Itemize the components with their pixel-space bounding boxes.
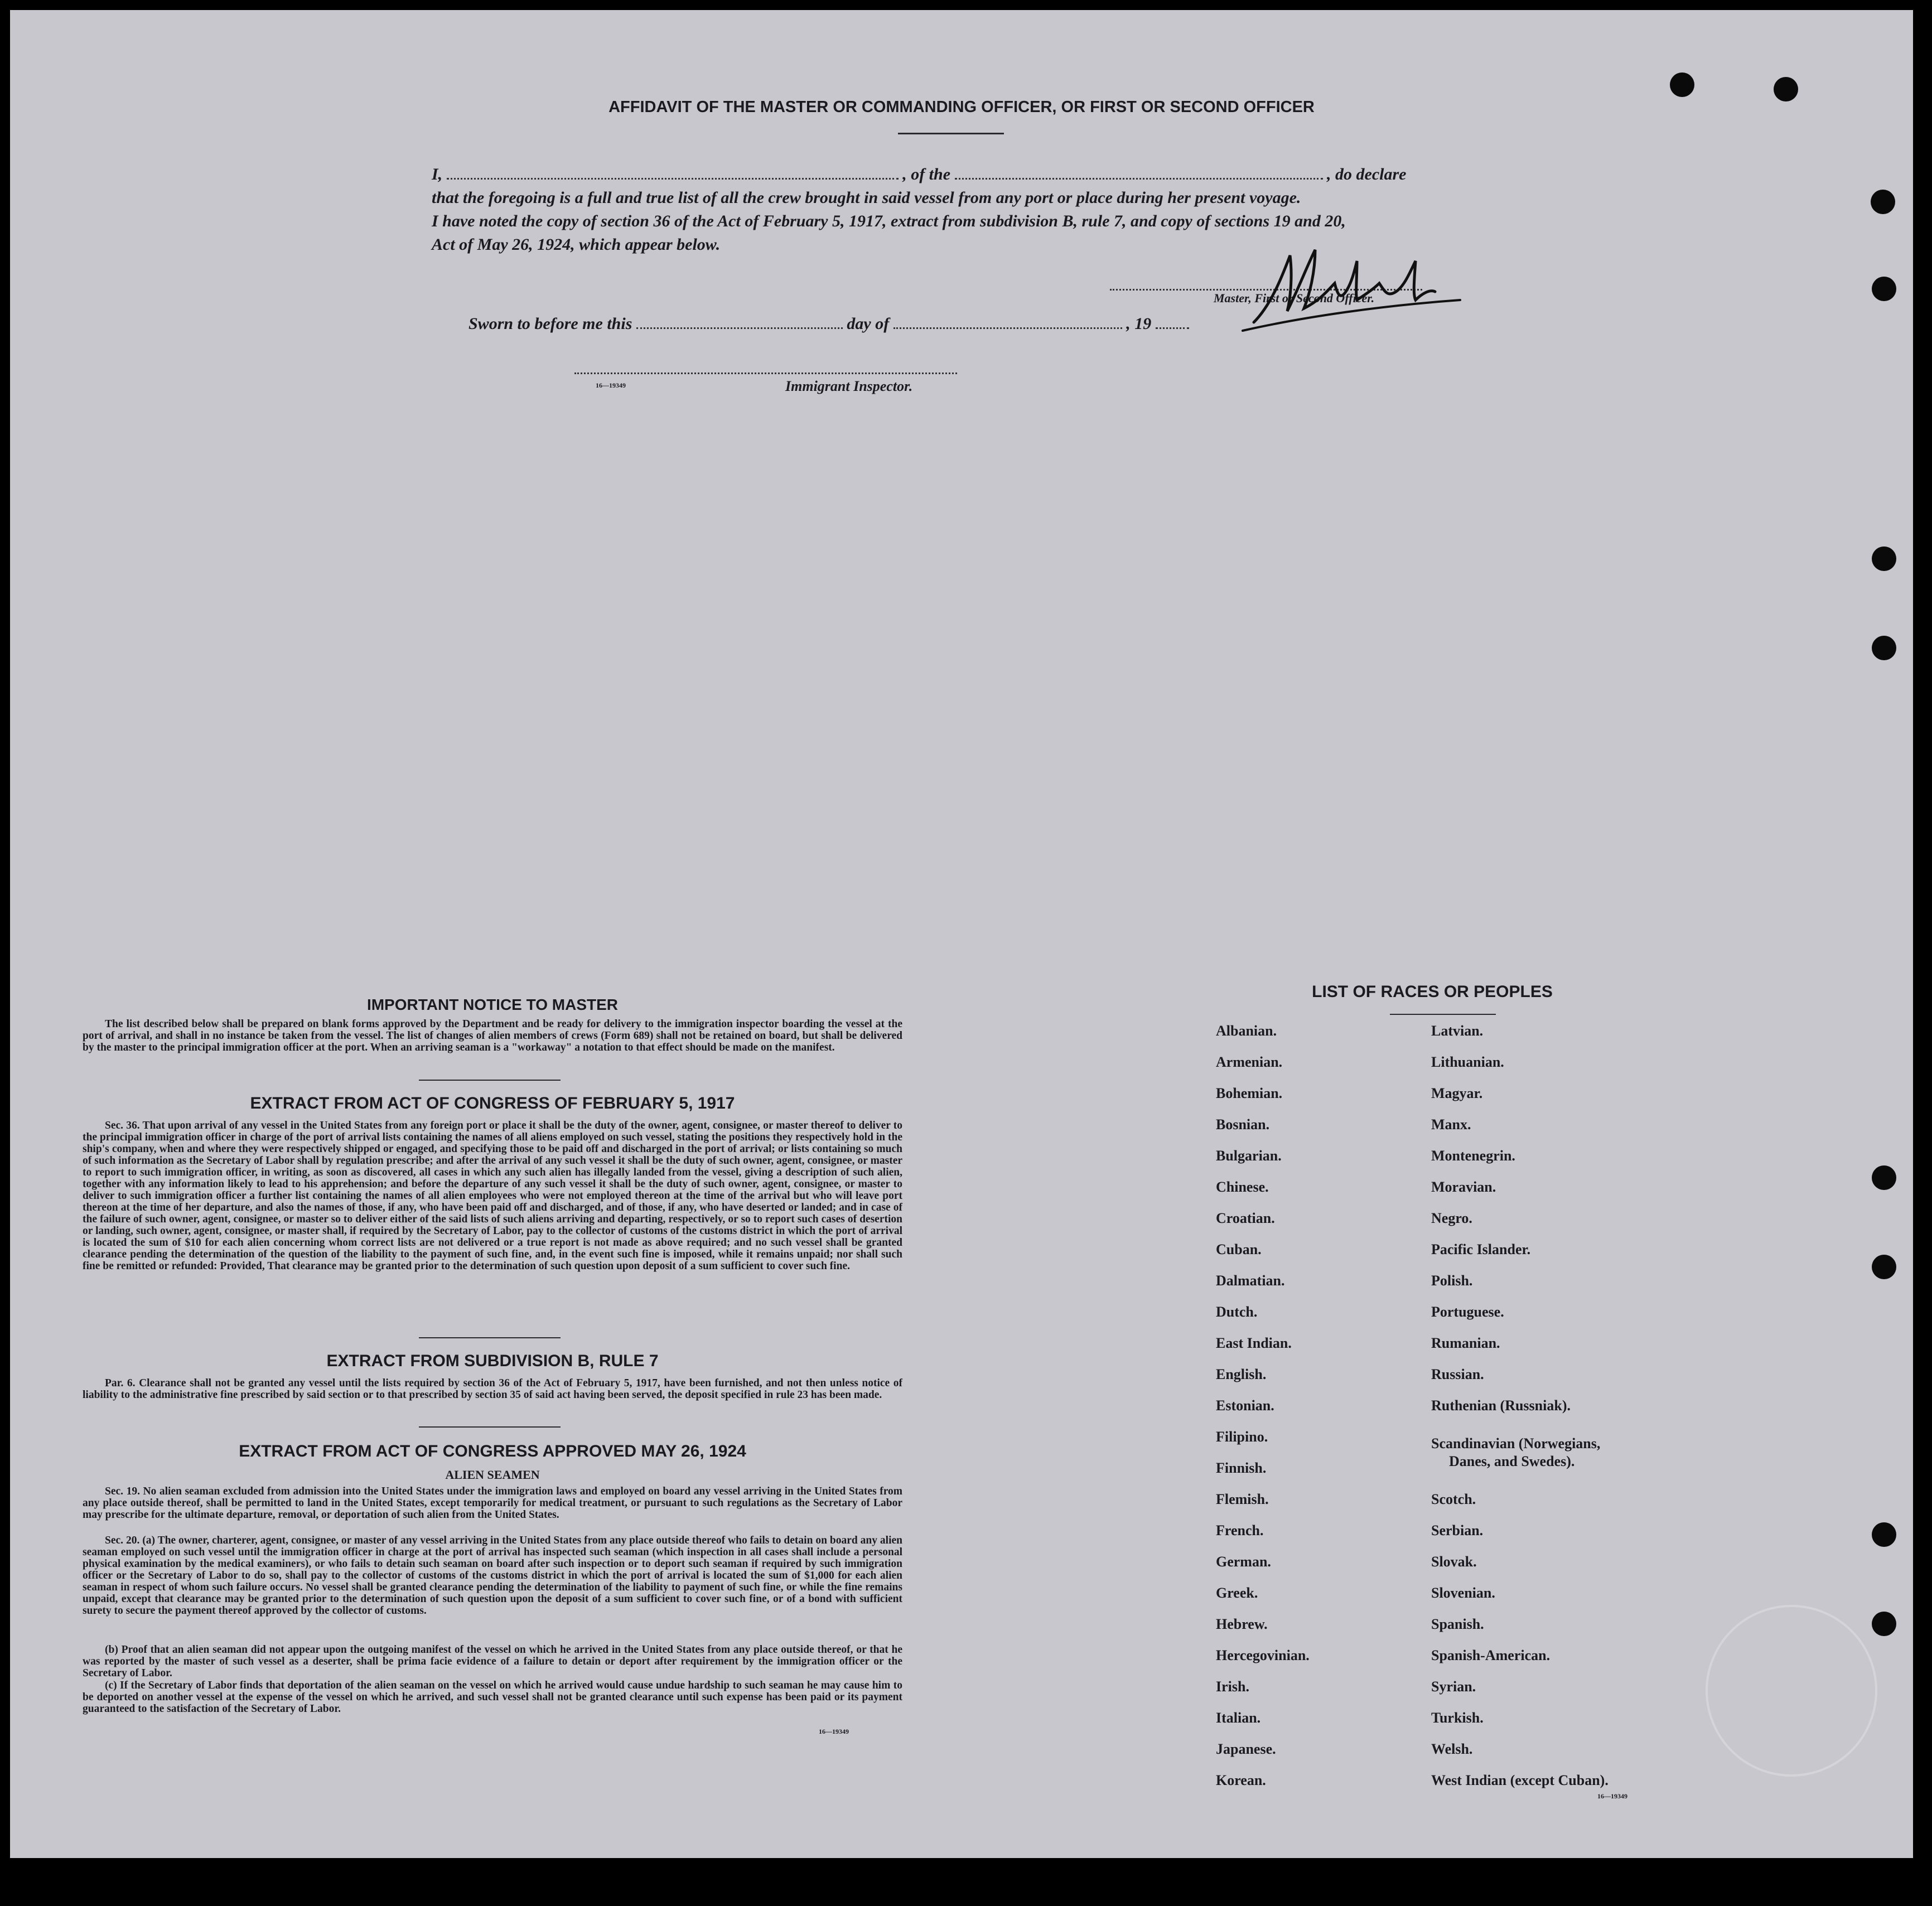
race-item: West Indian (except Cuban). <box>1431 1772 1609 1788</box>
race-item: Irish. <box>1216 1678 1249 1695</box>
form-number-top: 16—19349 <box>596 381 626 389</box>
races-underline <box>1390 1014 1496 1015</box>
extract-1917-title: EXTRACT FROM ACT OF CONGRESS OF FEBRUARY 5, 1917 <box>250 1094 735 1112</box>
form-number-left: 16—19349 <box>819 1728 849 1735</box>
inspector-line <box>574 373 957 374</box>
race-item: Slovenian. <box>1431 1585 1495 1601</box>
punch-hole <box>1872 1165 1896 1190</box>
race-item: Scandinavian (Norwegians, <box>1431 1435 1601 1452</box>
race-item: Portuguese. <box>1431 1304 1504 1320</box>
race-item: East Indian. <box>1216 1335 1292 1351</box>
race-item: Cuban. <box>1216 1241 1262 1257</box>
race-item: Scotch. <box>1431 1491 1476 1507</box>
affidavit-i: I, <box>432 165 443 183</box>
affidavit-title: AFFIDAVIT OF THE MASTER OR COMMANDING OFFICER, OR FIRST OR SECOND OFFICER <box>608 98 1315 116</box>
race-item: English. <box>1216 1366 1267 1382</box>
section-divider <box>419 1426 561 1428</box>
extract-1924-title: EXTRACT FROM ACT OF CONGRESS APPROVED MAY 26, 1924 <box>239 1442 746 1460</box>
race-item: Slovak. <box>1431 1554 1477 1570</box>
race-item: Dutch. <box>1216 1304 1258 1320</box>
affidavit-line-4: Act of May 26, 1924, which appear below. <box>432 235 721 254</box>
race-item: Polish. <box>1431 1273 1473 1289</box>
year-prefix: , 19 <box>1126 315 1152 333</box>
race-item: Russian. <box>1431 1366 1484 1382</box>
signature-label: Master, First or Second Officer. <box>1214 291 1375 305</box>
race-item: Filipino. <box>1216 1429 1268 1445</box>
punch-hole <box>1872 277 1896 301</box>
race-item: Bulgarian. <box>1216 1148 1282 1164</box>
race-item: Italian. <box>1216 1710 1261 1726</box>
rule7-body: Par. 6. Clearance shall not be granted any vessel until the lists required by section 36 of the Act of February 5, 1917, have been furnished, and not then unless notice of liability to the administrative fine prescribed by said section or to that prescribed by section 35 of said act having been served, the deposit specified in rule 23 has been made. <box>83 1377 902 1401</box>
races-title: LIST OF RACES OR PEOPLES <box>1312 983 1553 1001</box>
title-underline <box>898 133 1004 134</box>
race-item: Moravian. <box>1431 1179 1496 1195</box>
race-item: Latvian. <box>1431 1023 1484 1039</box>
sec19-body: Sec. 19. No alien seaman excluded from admission into the United States under the immigration laws and employed on board any vessel arriving in the United States from any place outside thereof, shall be permitted to land in the United States, except temporarily for medical treatment, or pursuant to such regulations as the Secretary of Labor may prescribe for the ultimate departure, removal, or deportation of such alien from the United States. <box>83 1486 902 1521</box>
race-item: Hercegovinian. <box>1216 1647 1310 1663</box>
notice-title: IMPORTANT NOTICE TO MASTER <box>366 996 619 1013</box>
punch-hole <box>1872 636 1896 660</box>
race-item: Pacific Islander. <box>1431 1241 1531 1257</box>
alien-seamen-subtitle: ALIEN SEAMEN <box>445 1468 540 1482</box>
extract-1917-body: Sec. 36. That upon arrival of any vessel in the United States from any foreign port or place it shall be the duty of the owner, agent, consignee, or master thereof to deliver to the principal immigration officer in charge of the port of arrival lists containing the names of all aliens employed on such vessel, stating the positions they respectively hold in the ship's company, when and where they were respectively shipped or engaged, and specifying those to be paid off and discharged in the port of arrival; or lists containing so much of such information as the Secretary of Labor shall by regulation prescribe; and after the arrival of any such vessel it shall be the duty of such owner, agent, consignee, or master to report to such immigration officer, in writing, as soon as discovered, all cases in which any such alien has illegally landed from the vessel, giving a description of such alien, together with any information likely to lead to his apprehension; and before the departure of any such vessel it shall be the duty of such owner, agent, consignee, or master to deliver to such immigration officer a further list containing the names of all alien employees who were not employed thereon at the time of the arrival but who will leave port thereon at the time of her departure, and also the names of those, if any, who have been paid off and discharged, and of those, if any, who have deserted or landed; and in case of the failure of such owner, agent, consignee, or master so to deliver either of the said lists of such aliens arriving and departing, respectively, or so to report such cases of desertion or landing, such owner, agent, consignee, or master shall, if required by the Secretary of Labor, pay to the collector of customs of the customs district in which the port of arrival is located the sum of $10 for each alien concerning whom correct lists are not delivered or a true report is not made as above required; and no such vessel shall be granted clearance pending the determination of the question of the liability to the payment of such fine, and, in the event such fine is imposed, while it remains unpaid; nor shall such fine be remitted or refunded: Provided, That clearance may be granted prior to the determination of such question upon deposit of a sum sufficient to cover such fine. <box>83 1120 902 1272</box>
race-item: Chinese. <box>1216 1179 1269 1195</box>
race-item: Dalmatian. <box>1216 1273 1285 1289</box>
race-item: Magyar. <box>1431 1085 1483 1101</box>
punch-hole <box>1871 190 1895 214</box>
year-blank[interactable] <box>1156 315 1189 329</box>
race-item: German. <box>1216 1554 1271 1570</box>
race-item: Spanish-American. <box>1431 1647 1551 1663</box>
handwritten-signature <box>1237 239 1471 333</box>
affidavit-declare: , do declare <box>1327 165 1407 183</box>
race-item: Japanese. <box>1216 1741 1276 1757</box>
affidavit-of-the: , of the <box>902 165 951 183</box>
day-of-text: day of <box>847 315 890 333</box>
notice-body: The list described below shall be prepared on blank forms approved by the Department and be ready for delivery to the immigration inspector boarding the vessel at the port of arrival, and shall in no instance be taken from the vessel. The list of changes of alien members of crews (Form 689) shall not be retained on board, but shall be delivered by the master to the principal immigration officer at the port. When an arriving seaman is a "workaway" a notation to that effect should be made on the manifest. <box>83 1018 902 1053</box>
sworn-line <box>468 315 1189 333</box>
race-item: Manx. <box>1431 1116 1471 1133</box>
inspector-label: Immigrant Inspector. <box>785 378 913 394</box>
race-item: Serbian. <box>1431 1522 1484 1539</box>
race-item: Albanian. <box>1216 1023 1277 1039</box>
rule7-title: EXTRACT FROM SUBDIVISION B, RULE 7 <box>326 1352 659 1370</box>
race-item: Flemish. <box>1216 1491 1269 1507</box>
race-item: Korean. <box>1216 1772 1266 1788</box>
vessel-blank[interactable] <box>955 166 1323 180</box>
punch-hole <box>1670 72 1694 97</box>
race-item: Lithuanian. <box>1431 1054 1504 1070</box>
document-sheet <box>10 10 1913 1858</box>
race-item: Bohemian. <box>1216 1085 1283 1101</box>
sworn-text: Sworn to before me this <box>468 315 632 333</box>
race-item: Armenian. <box>1216 1054 1283 1070</box>
race-item: Hebrew. <box>1216 1616 1268 1632</box>
race-item: French. <box>1216 1522 1264 1539</box>
race-item: Turkish. <box>1431 1710 1484 1726</box>
race-item: Syrian. <box>1431 1678 1476 1695</box>
punch-hole <box>1872 546 1896 571</box>
race-item: Negro. <box>1431 1210 1472 1226</box>
section-divider <box>419 1337 561 1338</box>
sec20b-body: (b) Proof that an alien seaman did not appear upon the outgoing manifest of the vessel on which he arrived in the United States from any place outside thereof, or that he was reported by the master of such vessel as a deserter, shall be prima facie evidence of a failure to detain or deport after requirement by the immigration officer or the Secretary of Labor. <box>83 1644 902 1679</box>
embossed-seal <box>1706 1605 1877 1777</box>
section-divider <box>419 1080 561 1081</box>
punch-hole <box>1872 1522 1896 1547</box>
race-item: Estonian. <box>1216 1397 1274 1414</box>
sec20a-body: Sec. 20. (a) The owner, charterer, agent, consignee, or master of any vessel arriving in the United States from any place outside thereof who fails to detain on board any alien seaman employed on such vessel until the immigration officer in charge at the port of arrival has inspected such seaman (which inspection in all cases shall include a personal physical examination by the medical examiners), or who fails to detain such seaman on board after such inspection or to deport such seaman if required by such immigration officer or the Secretary of Labor to do so, shall pay to the collector of customs of the customs district in which the port of arrival is located the sum of $1,000 for each alien seaman in respect of whom such failure occurs. No vessel shall be granted clearance pending the determination of the liability to payment of such fine, or while the fine remains unpaid, except that clearance may be granted prior to the determination of such question upon the deposit of a sum sufficient to cover such fine, or of a bond with sufficient surety to secure the payment thereof approved by the collector of customs. <box>83 1535 902 1617</box>
form-number-right: 16—19349 <box>1597 1792 1627 1800</box>
race-item: Welsh. <box>1431 1741 1473 1757</box>
punch-hole <box>1872 1612 1896 1636</box>
sec20c-body: (c) If the Secretary of Labor finds that deportation of the alien seaman on the vessel on which he arrived would cause undue hardship to such seaman he may cause him to be deported on another vessel at the expense of the vessel on which he arrived, and such vessel shall not be granted clearance until such expense has been paid or its payment guaranteed to the satisfaction of the Secretary of Labor. <box>83 1680 902 1715</box>
month-blank[interactable] <box>893 315 1122 329</box>
race-item: Croatian. <box>1216 1210 1275 1226</box>
race-item: Montenegrin. <box>1431 1148 1515 1164</box>
race-item: Rumanian. <box>1431 1335 1500 1351</box>
name-blank[interactable] <box>447 166 899 180</box>
affidavit-line-1 <box>432 165 1406 184</box>
race-item: Danes, and Swedes). <box>1449 1453 1575 1469</box>
race-item: Finnish. <box>1216 1460 1267 1476</box>
affidavit-line-3: I have noted the copy of section 36 of the Act of February 5, 1917, extract from subdivision B, rule 7, and copy of sections 19 and 20, <box>432 212 1346 230</box>
race-item: Bosnian. <box>1216 1116 1270 1133</box>
day-blank[interactable] <box>636 315 843 329</box>
punch-hole <box>1872 1255 1896 1279</box>
race-item: Ruthenian (Russniak). <box>1431 1397 1571 1414</box>
affidavit-line-2: that the foregoing is a full and true list of all the crew brought in said vessel from any port or place during her present voyage. <box>432 188 1301 207</box>
race-item: Greek. <box>1216 1585 1258 1601</box>
race-item: Spanish. <box>1431 1616 1484 1632</box>
